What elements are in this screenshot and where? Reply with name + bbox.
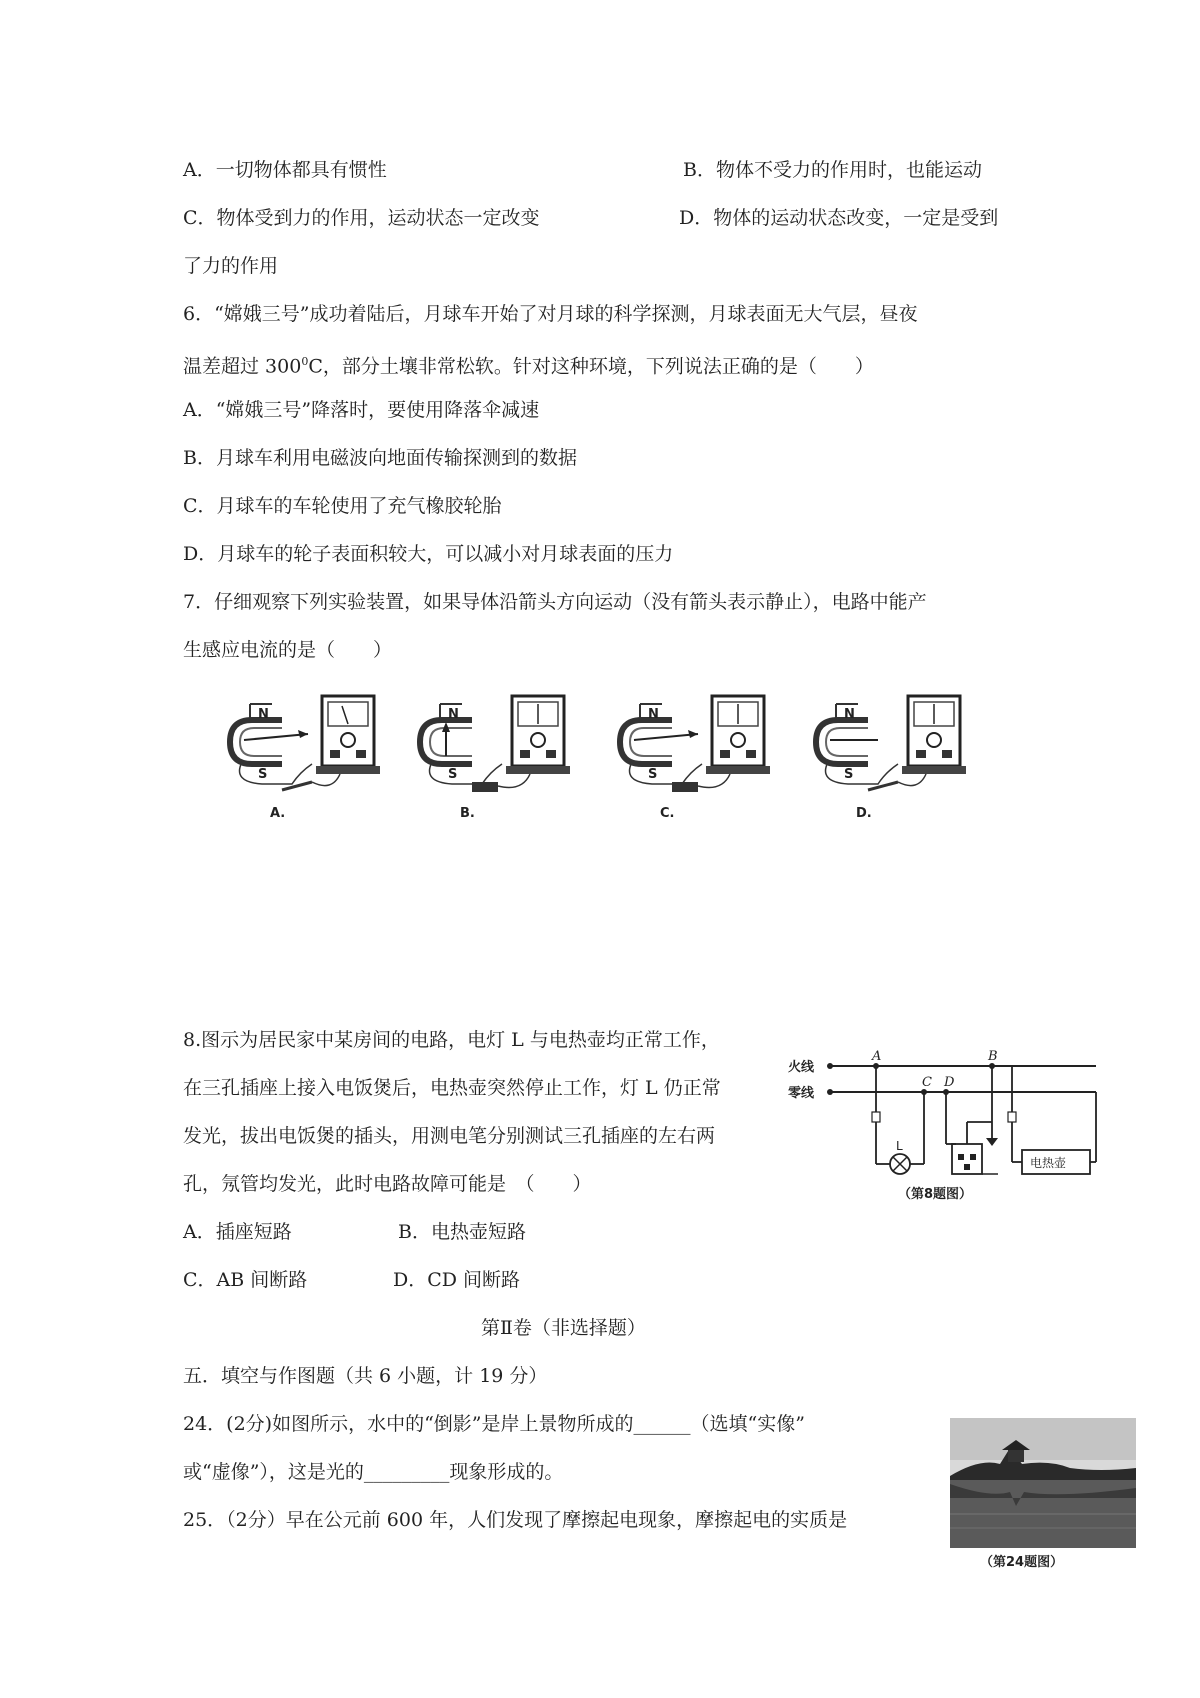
pole-s-label: S <box>844 767 854 782</box>
q6-stem-line1: 6．“嫦娥三号”成功着陆后，月球车开始了对月球的科学探测，月球表面无大气层，昼夜 <box>183 303 918 325</box>
q6-option-b: B．月球车利用电磁波向地面传输探测到的数据 <box>183 447 577 469</box>
q24-figure-caption: （第24题图） <box>980 1555 1064 1570</box>
q7-figure-b-label: B. <box>460 806 475 821</box>
degree-superscript: 0 <box>301 355 309 368</box>
q6-option-d: D．月球车的轮子表面积较大，可以减小对月球表面的压力 <box>183 543 674 565</box>
pole-n-label: N <box>448 707 459 722</box>
q5-option-b: B．物体不受力的作用时，也能运动 <box>683 159 982 181</box>
point-d-label: D <box>944 1075 955 1090</box>
q7-figure-d-label: D. <box>856 806 872 821</box>
q24-line1: 24．(2分)如图所示，水中的“倒影”是岸上景物所成的______（选填“实像” <box>183 1413 805 1435</box>
pole-s-label: S <box>258 767 268 782</box>
point-b-label: B <box>988 1049 998 1064</box>
q8-option-b: B．电热壶短路 <box>398 1221 526 1243</box>
q25-line1: 25．（2分）早在公元前 600 年，人们发现了摩擦起电现象，摩擦起电的实质是 <box>183 1509 848 1531</box>
point-a-label: A <box>872 1049 882 1064</box>
q8-stem-line4: 孔，氖管均发光，此时电路故障可能是 （ ） <box>183 1173 592 1195</box>
q8-option-c: C．AB 间断路 <box>183 1269 308 1291</box>
q6-stem-line2-a: 温差超过 300 <box>183 355 302 378</box>
section5-title: 五．填空与作图题（共 6 小题，计 19 分） <box>183 1365 548 1387</box>
pole-n-label: N <box>648 707 659 722</box>
q24-reflection-photo <box>950 1418 1136 1572</box>
q6-option-c: C．月球车的车轮使用了充气橡胶轮胎 <box>183 495 502 517</box>
q7-stem-line1: 7．仔细观察下列实验装置，如果导体沿箭头方向运动（没有箭头表示静止），电路中能产 <box>183 591 927 613</box>
live-wire-label: 火线 <box>788 1060 815 1075</box>
q7-figure-b <box>412 692 602 832</box>
induction-apparatus-icon <box>222 692 412 832</box>
q8-option-d: D．CD 间断路 <box>393 1269 521 1291</box>
q7-figure-c-label: C. <box>660 806 675 821</box>
q8-circuit-figure <box>786 1046 1106 1206</box>
q8-stem-line1: 8.图示为居民家中某房间的电路，电灯 L 与电热壶均正常工作， <box>183 1029 720 1051</box>
q6-option-a: A．“嫦娥三号”降落时，要使用降落伞减速 <box>183 399 540 421</box>
pole-n-label: N <box>258 707 269 722</box>
point-c-label: C <box>922 1075 932 1090</box>
q8-stem-line2: 在三孔插座上接入电饭煲后，电热壶突然停止工作，灯 L 仍正常 <box>183 1077 721 1099</box>
pole-s-label: S <box>648 767 658 782</box>
q7-figure-a-label: A. <box>270 806 286 821</box>
q8-figure-caption: （第8题图） <box>898 1187 973 1202</box>
q24-line2: 或“虚像”），这是光的_________现象形成的。 <box>183 1461 564 1483</box>
q5-option-a: A．一切物体都具有惯性 <box>183 159 387 181</box>
pole-s-label: S <box>448 767 458 782</box>
q6-stem-line2 <box>183 349 874 379</box>
q7-stem-line2: 生感应电流的是（ ） <box>183 639 393 661</box>
household-circuit-icon <box>786 1046 1106 1206</box>
q8-stem-line3: 发光，拔出电饭煲的插头，用测电笔分别测试三孔插座的左右两 <box>183 1125 716 1147</box>
pole-n-label: N <box>844 707 855 722</box>
induction-apparatus-icon <box>412 692 602 832</box>
q6-stem-line2-b: C，部分土壤非常松软。针对这种环境，下列说法正确的是（ ） <box>308 355 874 378</box>
q8-option-a: A．插座短路 <box>183 1221 292 1243</box>
q7-figure-row <box>222 692 1042 832</box>
q5-option-d: D．物体的运动状态改变，一定是受到 <box>679 207 999 229</box>
q7-figure-a <box>222 692 412 832</box>
q5-option-c: C．物体受到力的作用，运动状态一定改变 <box>183 207 540 229</box>
lamp-label: L <box>896 1139 903 1153</box>
part2-title: 第Ⅱ卷（非选择题） <box>481 1317 646 1339</box>
q7-figure-c <box>612 692 802 832</box>
neutral-wire-label: 零线 <box>788 1086 815 1101</box>
q5-option-d-continued: 了力的作用 <box>183 255 279 277</box>
induction-apparatus-icon <box>808 692 998 832</box>
lake-reflection-icon <box>950 1418 1136 1572</box>
induction-apparatus-icon <box>612 692 802 832</box>
kettle-label: 电热壶 <box>1030 1156 1067 1170</box>
q7-figure-d <box>808 692 998 832</box>
